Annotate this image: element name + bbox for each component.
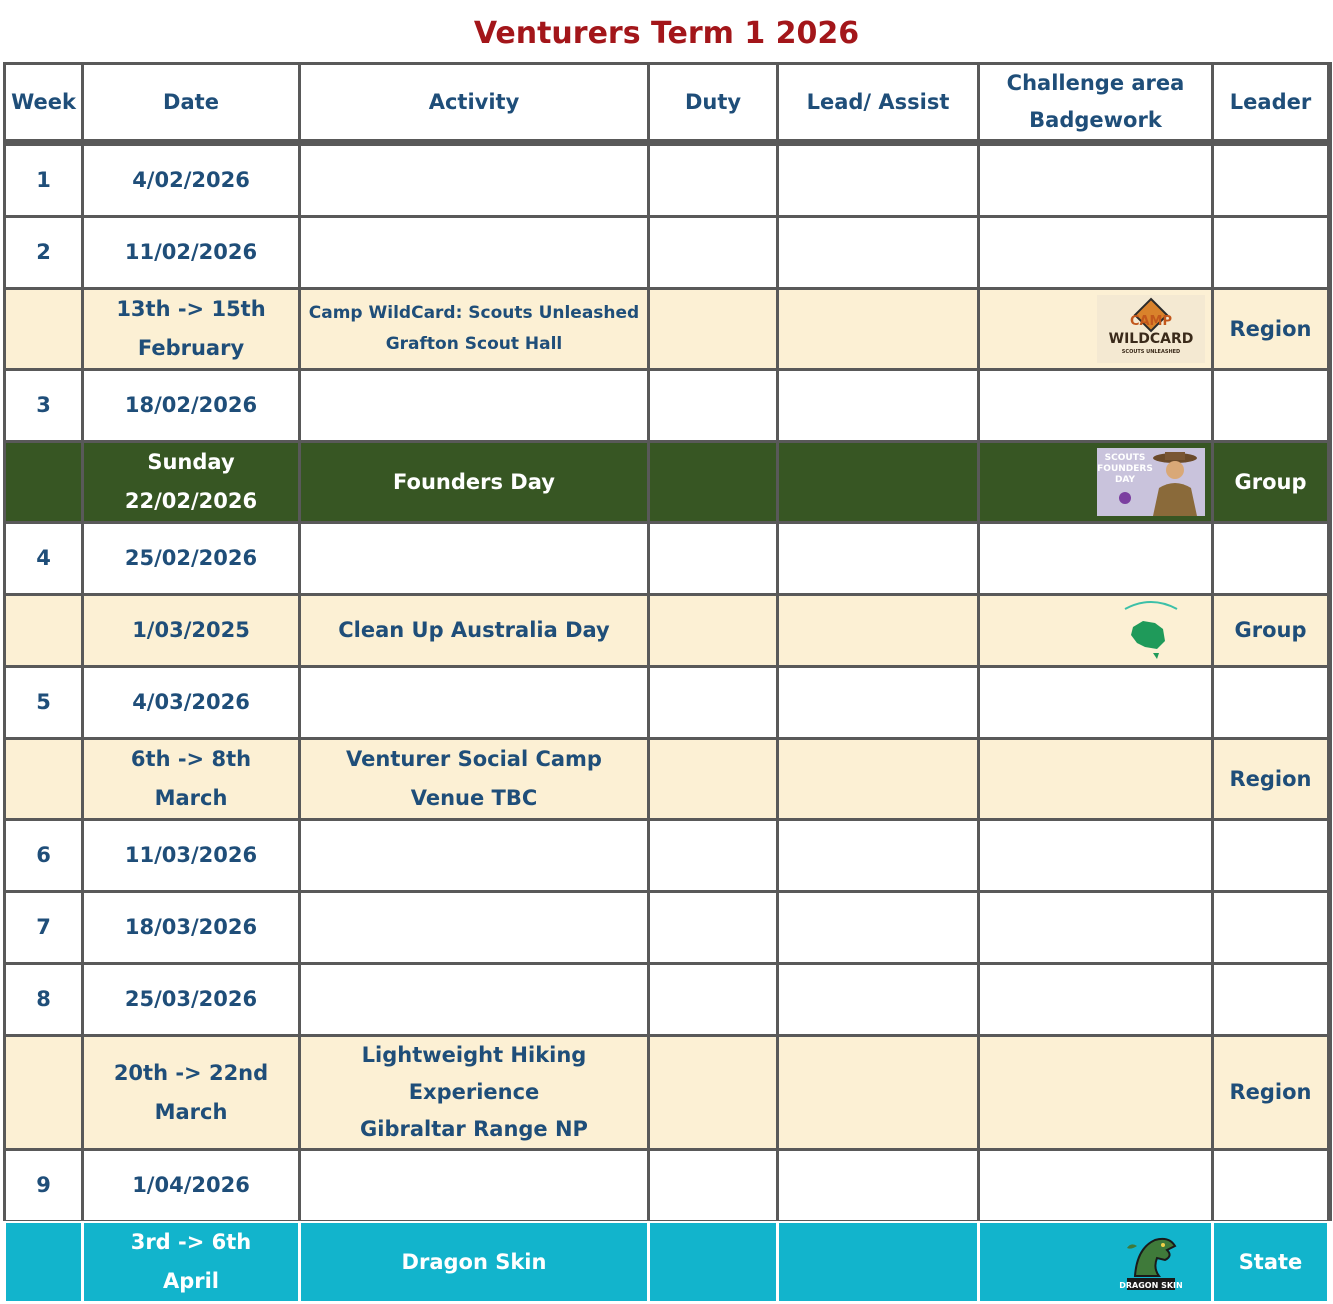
date-cell [84, 1223, 298, 1301]
challenge-cell [980, 290, 1211, 368]
date-line2: March [154, 1099, 228, 1124]
leader-cell: Region [1214, 1037, 1327, 1148]
challenge-cell [980, 740, 1211, 818]
svg-text:CAMP: CAMP [1129, 314, 1172, 329]
camp-wildcard-logo [1097, 295, 1205, 363]
date-line1: 13th -> 15th [116, 297, 266, 321]
leader-cell: Region [1214, 740, 1327, 818]
date-cell [84, 740, 298, 818]
header-activity: Activity [301, 65, 647, 139]
table-row [6, 740, 1327, 818]
header-duty: Duty [650, 65, 776, 139]
activity-cell [301, 371, 647, 440]
week-cell: 6 [6, 821, 81, 890]
leader-cell [1214, 524, 1327, 593]
header-row [6, 65, 1327, 139]
table-row [6, 371, 1327, 440]
duty-cell [650, 893, 776, 962]
challenge-cell [980, 1151, 1211, 1220]
week-cell [6, 290, 81, 368]
svg-text:SCOUTS UNLEASHED: SCOUTS UNLEASHED [1121, 349, 1180, 355]
challenge-cell [980, 1223, 1211, 1301]
dragon-skin-logo [1097, 1228, 1205, 1296]
date-line2: 22/02/2026 [124, 489, 258, 513]
leader-cell [1214, 218, 1327, 287]
lead-cell [779, 290, 977, 368]
challenge-cell [980, 596, 1211, 665]
svg-text:SCOUTS: SCOUTS [1104, 453, 1145, 463]
lead-cell [779, 821, 977, 890]
date-cell: 1/04/2026 [84, 1151, 298, 1220]
table-row [6, 596, 1327, 665]
lead-cell [779, 1151, 977, 1220]
week-cell [6, 443, 81, 521]
lead-cell [779, 596, 977, 665]
activity-line2: Venue TBC [410, 786, 538, 810]
page-title: Venturers Term 1 2026 [473, 16, 860, 51]
date-line1: Sunday [147, 450, 235, 474]
lead-cell [779, 218, 977, 287]
duty-cell [650, 596, 776, 665]
svg-text:DRAGON SKIN: DRAGON SKIN [1118, 1281, 1183, 1290]
duty-cell [650, 146, 776, 215]
date-cell: 1/03/2025 [84, 596, 298, 665]
activity-cell [301, 965, 647, 1034]
challenge-cell [980, 146, 1211, 215]
leader-cell: State [1214, 1223, 1327, 1301]
table-row [6, 965, 1327, 1034]
program-table [3, 62, 1332, 1293]
lead-cell [779, 1223, 977, 1301]
week-cell: 8 [6, 965, 81, 1034]
activity-cell: Founders Day [301, 443, 647, 521]
lead-cell [779, 668, 977, 737]
activity-line1: Venturer Social Camp [346, 747, 602, 771]
date-cell: 25/03/2026 [84, 965, 298, 1034]
duty-cell [650, 290, 776, 368]
week-cell: 1 [6, 146, 81, 215]
clean-up-australia-logo [1097, 597, 1205, 665]
week-cell [6, 1223, 81, 1301]
header-date: Date [84, 65, 298, 139]
header-challenge-line2: Badgework [1029, 108, 1162, 132]
week-cell [6, 596, 81, 665]
week-cell: 5 [6, 668, 81, 737]
activity-cell [301, 290, 647, 368]
table-row [6, 1151, 1327, 1220]
challenge-cell [980, 218, 1211, 287]
date-cell: 4/02/2026 [84, 146, 298, 215]
lead-cell [779, 443, 977, 521]
table-row [6, 1037, 1327, 1148]
challenge-cell [980, 821, 1211, 890]
header-week: Week [6, 65, 81, 139]
activity-cell: Clean Up Australia Day [301, 596, 647, 665]
leader-cell [1214, 821, 1327, 890]
date-cell: 11/02/2026 [84, 218, 298, 287]
duty-cell [650, 1151, 776, 1220]
challenge-cell [980, 371, 1211, 440]
leader-cell [1214, 668, 1327, 737]
date-line2: February [137, 336, 245, 360]
duty-cell [650, 1037, 776, 1148]
lead-cell [779, 1037, 977, 1148]
date-line2: April [162, 1269, 220, 1293]
date-cell [84, 1037, 298, 1148]
activity-cell [301, 524, 647, 593]
duty-cell [650, 965, 776, 1034]
table-row [6, 668, 1327, 737]
svg-text:FOUNDERS: FOUNDERS [1096, 464, 1153, 474]
table-row [6, 290, 1327, 368]
activity-cell [301, 821, 647, 890]
table-row [6, 893, 1327, 962]
week-cell [6, 1037, 81, 1148]
leader-cell [1214, 965, 1327, 1034]
table-row [6, 821, 1327, 890]
date-line1: 6th -> 8th [130, 747, 252, 771]
lead-cell [779, 524, 977, 593]
activity-line2: Grafton Scout Hall [385, 334, 563, 354]
week-cell [6, 740, 81, 818]
lead-cell [779, 146, 977, 215]
duty-cell [650, 821, 776, 890]
date-line1: 20th -> 22nd [113, 1060, 269, 1085]
lead-cell [779, 371, 977, 440]
week-cell: 7 [6, 893, 81, 962]
leader-cell [1214, 146, 1327, 215]
lead-cell [779, 740, 977, 818]
duty-cell [650, 524, 776, 593]
activity-cell [301, 740, 647, 818]
activity-cell [301, 893, 647, 962]
activity-line2: Gibraltar Range NP [360, 1117, 588, 1141]
date-cell: 18/03/2026 [84, 893, 298, 962]
date-line2: March [154, 786, 228, 810]
date-cell [84, 290, 298, 368]
header-lead-assist: Lead/ Assist [779, 65, 977, 139]
challenge-cell [980, 965, 1211, 1034]
leader-cell: Region [1214, 290, 1327, 368]
date-cell [84, 443, 298, 521]
table-row [6, 146, 1327, 215]
header-challenge-line1: Challenge area [1006, 71, 1185, 95]
date-line1: 3rd -> 6th [130, 1230, 252, 1254]
week-cell: 3 [6, 371, 81, 440]
svg-text:DAY: DAY [1114, 475, 1135, 485]
leader-cell: Group [1214, 443, 1327, 521]
challenge-cell [980, 668, 1211, 737]
activity-cell: Dragon Skin [301, 1223, 647, 1301]
challenge-cell [980, 1037, 1211, 1148]
table-row [6, 1223, 1327, 1301]
table-row [6, 443, 1327, 521]
header-challenge-area [980, 65, 1211, 139]
activity-cell [301, 218, 647, 287]
duty-cell [650, 1223, 776, 1301]
duty-cell [650, 218, 776, 287]
week-cell: 2 [6, 218, 81, 287]
date-cell: 11/03/2026 [84, 821, 298, 890]
date-cell: 25/02/2026 [84, 524, 298, 593]
activity-cell [301, 146, 647, 215]
week-cell: 9 [6, 1151, 81, 1220]
challenge-cell [980, 893, 1211, 962]
leader-cell: Group [1214, 596, 1327, 665]
date-cell: 4/03/2026 [84, 668, 298, 737]
svg-text:WILDCARD: WILDCARD [1108, 331, 1193, 347]
lead-cell [779, 965, 977, 1034]
challenge-cell [980, 443, 1211, 521]
duty-cell [650, 668, 776, 737]
challenge-cell [980, 524, 1211, 593]
activity-cell [301, 1151, 647, 1220]
leader-cell [1214, 893, 1327, 962]
table-row [6, 524, 1327, 593]
header-leader: Leader [1214, 65, 1327, 139]
duty-cell [650, 740, 776, 818]
duty-cell [650, 371, 776, 440]
week-cell: 4 [6, 524, 81, 593]
activity-line1: Lightweight Hiking Experience [361, 1043, 587, 1104]
date-cell: 18/02/2026 [84, 371, 298, 440]
leader-cell [1214, 371, 1327, 440]
lead-cell [779, 893, 977, 962]
activity-line1: Camp WildCard: Scouts Unleashed [308, 303, 640, 323]
activity-cell [301, 668, 647, 737]
scouts-founders-day-logo [1097, 448, 1205, 516]
table-row [6, 218, 1327, 287]
duty-cell [650, 443, 776, 521]
leader-cell [1214, 1151, 1327, 1220]
activity-cell [301, 1037, 647, 1148]
